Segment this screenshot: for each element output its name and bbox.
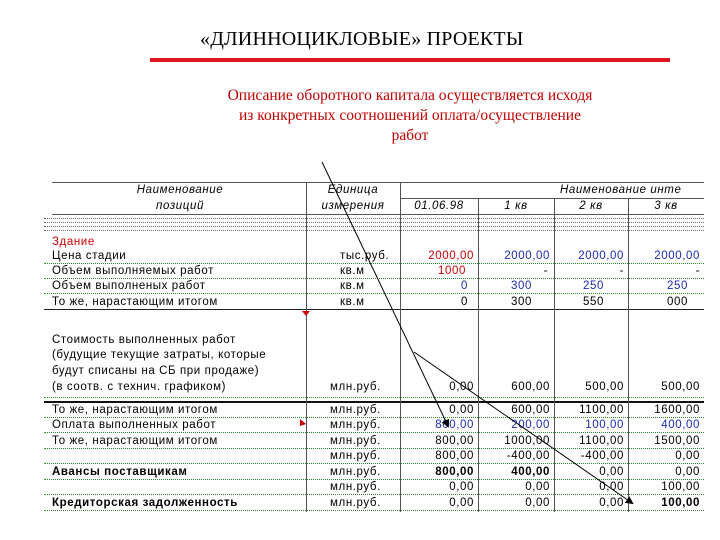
row-value: 0,00: [525, 481, 550, 493]
row-name: То же, нарастающим итогом: [52, 296, 218, 308]
header-period: 2 кв: [579, 200, 603, 212]
row-unit: млн.руб.: [330, 481, 381, 493]
row-value: 000: [667, 296, 688, 308]
row-value: 1100,00: [579, 435, 624, 447]
row-name: Объем выполняемых работ: [52, 265, 214, 277]
cost-block-line: (будущие текущие затраты, которые: [52, 349, 267, 361]
row-name: Цена стадии: [52, 250, 127, 262]
row-name: Оплата выполненных работ: [52, 419, 217, 431]
row-value: 100,00: [585, 419, 624, 431]
row-value: 600,00: [511, 381, 550, 393]
row-value: 2000,00: [504, 250, 550, 262]
row-value: 0,00: [525, 497, 550, 509]
header-group-label: Наименование инте: [560, 184, 682, 196]
row-unit: млн.руб.: [330, 497, 381, 509]
row-value: 300: [511, 296, 532, 308]
row-value: 2000,00: [654, 250, 700, 262]
row-name-advances: Авансы поставщикам: [52, 466, 188, 478]
row-value: 0,00: [449, 404, 474, 416]
header-col-name-1: Наименование: [136, 184, 224, 196]
header-unit-2: измерения: [321, 200, 385, 212]
row-name: То же, нарастающим итогом: [52, 435, 218, 447]
row-unit: млн.руб.: [330, 419, 381, 431]
row-value: 800,00: [435, 435, 474, 447]
row-value: 800,00: [435, 450, 474, 462]
cost-block-line: Стоимость выполненных работ: [52, 334, 236, 346]
row-unit: кв.м: [340, 265, 365, 277]
row-value: 0,00: [675, 450, 700, 462]
row-value: 250: [583, 280, 604, 292]
row-value: 0,00: [449, 481, 474, 493]
row-value: 300: [511, 280, 532, 292]
cost-block-line: будут списаны на СБ при продаже): [52, 365, 260, 377]
red-corner-mark: [300, 419, 306, 426]
row-value: 550: [583, 296, 604, 308]
row-unit: млн.руб.: [330, 404, 381, 416]
row-value: 400,00: [511, 466, 550, 478]
row-value: 0: [461, 280, 468, 292]
row-name: То же, нарастающим итогом: [52, 404, 218, 416]
row-value: 1000,00: [504, 435, 550, 447]
row-value: 0: [461, 296, 468, 308]
row-value: 400,00: [661, 419, 700, 431]
row-value: 500,00: [585, 381, 624, 393]
row-value: 0,00: [449, 497, 474, 509]
header-period: 3 кв: [654, 200, 678, 212]
row-value: 2000,00: [578, 250, 624, 262]
annotation-arrow: [322, 162, 448, 426]
row-unit: кв.м: [340, 280, 365, 292]
row-unit: млн.руб.: [330, 450, 381, 462]
row-value: 0,00: [599, 497, 624, 509]
row-value: 250: [667, 280, 688, 292]
row-value: 0,00: [675, 466, 700, 478]
row-unit: тыс.руб.: [340, 250, 390, 262]
row-unit: млн.руб.: [330, 466, 381, 478]
row-value: 2000,00: [428, 250, 474, 262]
row-unit: млн.руб.: [330, 435, 381, 447]
row-value: 1100,00: [579, 404, 624, 416]
header-unit-1: Единица: [327, 184, 379, 196]
red-corner-mark: [302, 311, 310, 316]
subtitle-line: из конкретных соотношений оплата/осуществление: [239, 107, 581, 124]
row-name: Объем выполненых работ: [52, 280, 206, 292]
row-value: 800,00: [435, 466, 474, 478]
row-value: -400,00: [580, 450, 624, 462]
section-label: Здание: [52, 236, 95, 248]
slide-title: «ДЛИННОЦИКЛОВЫЕ» ПРОЕКТЫ: [200, 28, 524, 50]
row-value: -: [543, 265, 548, 277]
row-value: 0,00: [599, 466, 624, 478]
row-value: 100,00: [661, 497, 700, 509]
header-period: 01.06.98: [414, 200, 464, 212]
subtitle-line: Описание оборотного капитала осуществляется исходя: [227, 87, 593, 104]
row-value: 500,00: [661, 381, 700, 393]
annotation-arrow: [414, 352, 632, 503]
header-period: 1 кв: [504, 200, 528, 212]
row-value: 0,00: [599, 481, 624, 493]
row-value: -400,00: [506, 450, 550, 462]
row-value: -: [695, 265, 700, 277]
subtitle-line: работ: [391, 127, 429, 144]
row-unit: кв.м: [340, 296, 365, 308]
row-value: 200,00: [511, 419, 550, 431]
cost-block-line: (в соотв. с технич. графиком): [52, 381, 227, 393]
row-name-payables: Кредиторская задолженность: [52, 497, 238, 509]
row-value: 600,00: [511, 404, 550, 416]
row-value: -: [619, 265, 624, 277]
header-col-name-2: позиций: [156, 200, 204, 212]
row-value: 100,00: [661, 481, 700, 493]
row-value: 800,00: [435, 419, 474, 431]
row-value: 0,00: [449, 381, 474, 393]
row-unit: млн.руб.: [330, 381, 381, 393]
row-value: 1000: [438, 265, 466, 277]
row-value: 1600,00: [654, 404, 700, 416]
row-value: 1500,00: [654, 435, 700, 447]
